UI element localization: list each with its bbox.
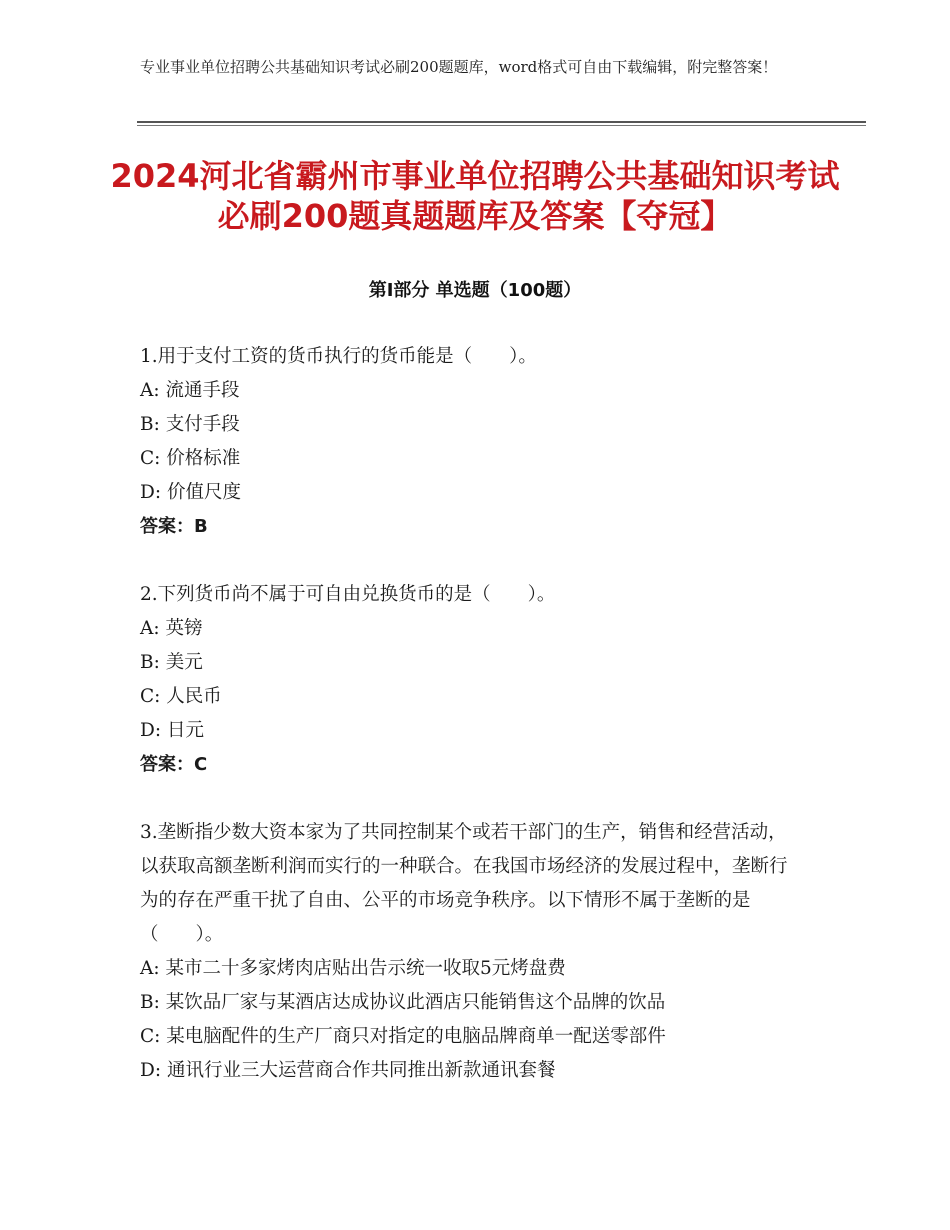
question-stem: 3.垄断指少数大资本家为了共同控制某个或若干部门的生产，销售和经营活动，以获取高额垄断利润而实行的一种联合。在我国市场经济的发展过程中，垄断行为的存在严重干扰了自由、公平的市场竞争秩序。以下情形不属于垄断的是（ ）。 — [140, 822, 788, 945]
option-a: A: 流通手段 — [140, 380, 240, 401]
option-c: C: 人民币 — [140, 686, 222, 707]
question-stem: 1.用于支付工资的货币执行的货币能是（ ）。 — [140, 346, 537, 367]
question-3 — [140, 816, 800, 1088]
question-2 — [140, 578, 800, 782]
option-a: A: 某市二十多家烤肉店贴出告示统一收取5元烤盘费 — [140, 958, 566, 979]
document-title: 2024河北省霸州市事业单位招聘公共基础知识考试必刷200题真题题库及答案【夺冠】 — [110, 157, 840, 235]
header-rule-thin — [137, 125, 866, 126]
answer: 答案：B — [140, 516, 208, 537]
option-c: C: 价格标准 — [140, 448, 241, 469]
option-d: D: 日元 — [140, 720, 204, 741]
option-b: B: 支付手段 — [140, 414, 240, 435]
question-list — [140, 340, 800, 1122]
option-b: B: 美元 — [140, 652, 203, 673]
question-1 — [140, 340, 800, 544]
option-d: D: 通讯行业三大运营商合作共同推出新款通讯套餐 — [140, 1060, 556, 1081]
header-rule-thick — [137, 121, 866, 123]
question-stem: 2.下列货币尚不属于可自由兑换货币的是（ ）。 — [140, 584, 556, 605]
option-c: C: 某电脑配件的生产厂商只对指定的电脑品牌商单一配送零部件 — [140, 1026, 666, 1047]
answer: 答案：C — [140, 754, 208, 775]
option-a: A: 英镑 — [140, 618, 203, 639]
option-d: D: 价值尺度 — [140, 482, 241, 503]
section-title: 第I部分 单选题（100题） — [368, 280, 582, 301]
option-b: B: 某饮品厂家与某酒店达成协议此酒店只能销售这个品牌的饮品 — [140, 992, 666, 1013]
header-note: 专业事业单位招聘公共基础知识考试必刷200题题库，word格式可自由下载编辑，附完整答案！ — [140, 58, 778, 76]
